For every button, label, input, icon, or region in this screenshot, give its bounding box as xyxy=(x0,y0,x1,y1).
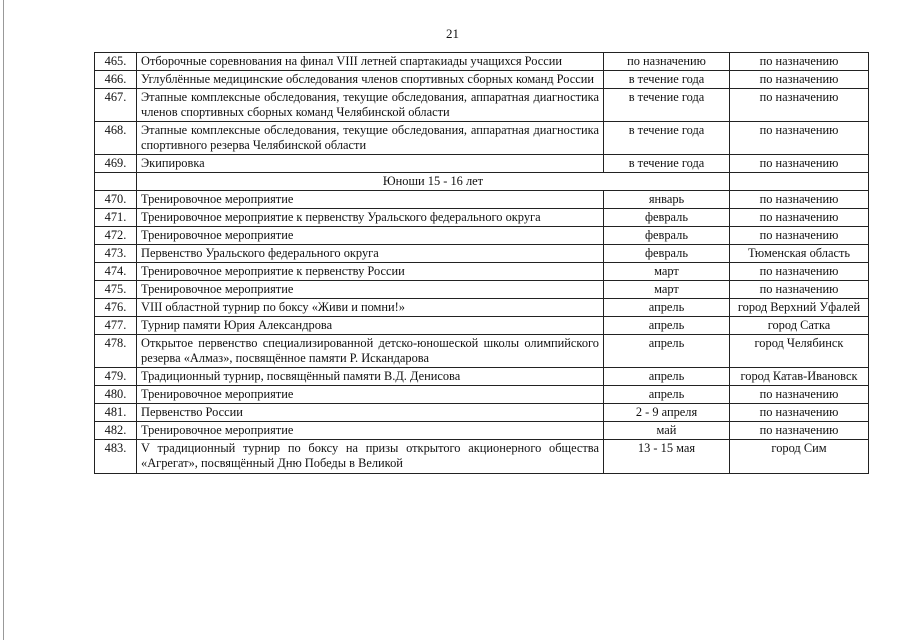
event-name: Первенство России xyxy=(137,404,604,422)
event-name: Тренировочное мероприятие к первенству Уральского федерального округа xyxy=(137,209,604,227)
event-name: Тренировочное мероприятие xyxy=(137,386,604,404)
event-place: по назначению xyxy=(730,404,869,422)
event-place: город Сатка xyxy=(730,317,869,335)
row-number: 465. xyxy=(95,53,137,71)
event-date: 2 - 9 апреля xyxy=(604,404,730,422)
event-date: в течение года xyxy=(604,155,730,173)
table-row xyxy=(95,368,869,386)
event-place: по назначению xyxy=(730,227,869,245)
row-number: 479. xyxy=(95,368,137,386)
event-place: Тюменская область xyxy=(730,245,869,263)
table-row xyxy=(95,281,869,299)
event-name: Тренировочное мероприятие xyxy=(137,191,604,209)
row-number: 480. xyxy=(95,386,137,404)
table-row xyxy=(95,155,869,173)
table-row xyxy=(95,191,869,209)
event-date: в течение года xyxy=(604,89,730,122)
event-place: по назначению xyxy=(730,281,869,299)
event-date: в течение года xyxy=(604,122,730,155)
row-number: 482. xyxy=(95,422,137,440)
row-number: 472. xyxy=(95,227,137,245)
row-number: 469. xyxy=(95,155,137,173)
row-number: 473. xyxy=(95,245,137,263)
event-place: по назначению xyxy=(730,386,869,404)
event-name: Тренировочное мероприятие xyxy=(137,281,604,299)
table-row xyxy=(95,335,869,368)
row-number: 475. xyxy=(95,281,137,299)
row-number: 471. xyxy=(95,209,137,227)
event-place: по назначению xyxy=(730,263,869,281)
table-row xyxy=(95,245,869,263)
row-number: 477. xyxy=(95,317,137,335)
table-row xyxy=(95,209,869,227)
row-number: 478. xyxy=(95,335,137,368)
page-edge-line xyxy=(3,0,4,640)
event-name: Турнир памяти Юрия Александрова xyxy=(137,317,604,335)
page-number: 21 xyxy=(446,26,459,41)
event-date: февраль xyxy=(604,209,730,227)
table-row xyxy=(95,404,869,422)
event-date: март xyxy=(604,281,730,299)
event-place: по назначению xyxy=(730,122,869,155)
table-row xyxy=(95,263,869,281)
event-name: VIII областной турнир по боксу «Живи и помни!» xyxy=(137,299,604,317)
event-name: Отборочные соревнования на финал VIII летней спартакиады учащихся России xyxy=(137,53,604,71)
event-place: по назначению xyxy=(730,53,869,71)
event-date: апрель xyxy=(604,368,730,386)
event-place: город Катав-Ивановск xyxy=(730,368,869,386)
row-number: 474. xyxy=(95,263,137,281)
events-table-body xyxy=(95,53,869,474)
table-row xyxy=(95,89,869,122)
row-number: 466. xyxy=(95,71,137,89)
event-date: апрель xyxy=(604,386,730,404)
table-row xyxy=(95,440,869,474)
table-row xyxy=(95,422,869,440)
event-name: Открытое первенство специализированной детско-юношеской школы олимпийского резерва «Алмаз», посвящённое памяти Р. Искандарова xyxy=(137,335,604,368)
event-place: по назначению xyxy=(730,155,869,173)
event-place: по назначению xyxy=(730,71,869,89)
row-number: 467. xyxy=(95,89,137,122)
event-date: по назначению xyxy=(604,53,730,71)
row-number: 481. xyxy=(95,404,137,422)
event-date: февраль xyxy=(604,227,730,245)
event-date: 13 - 15 мая xyxy=(604,440,730,474)
event-name: Первенство Уральского федерального округа xyxy=(137,245,604,263)
event-name: Традиционный турнир, посвящённый памяти В.Д. Денисова xyxy=(137,368,604,386)
table-row xyxy=(95,122,869,155)
event-name: Тренировочное мероприятие xyxy=(137,227,604,245)
event-place: по назначению xyxy=(730,191,869,209)
event-place: город Челябинск xyxy=(730,335,869,368)
row-number: 468. xyxy=(95,122,137,155)
event-date: февраль xyxy=(604,245,730,263)
event-name: Тренировочное мероприятие xyxy=(137,422,604,440)
event-date: январь xyxy=(604,191,730,209)
row-number: 476. xyxy=(95,299,137,317)
events-table xyxy=(94,52,869,474)
table-row xyxy=(95,71,869,89)
event-date: апрель xyxy=(604,335,730,368)
row-number xyxy=(95,173,137,191)
section-title: Юноши 15 - 16 лет xyxy=(137,173,730,191)
event-place xyxy=(730,173,869,191)
event-name: Экипировка xyxy=(137,155,604,173)
event-name: Этапные комплексные обследования, текущие обследования, аппаратная диагностика членов спортивных сборных команд Челябинской области xyxy=(137,89,604,122)
event-name: Этапные комплексные обследования, текущие обследования, аппаратная диагностика спортивного резерва Челябинской области xyxy=(137,122,604,155)
event-date: апрель xyxy=(604,317,730,335)
table-row xyxy=(95,386,869,404)
event-place: по назначению xyxy=(730,209,869,227)
event-name: V традиционный турнир по боксу на призы открытого акционерного общества «Агрегат», посвящённый Дню Победы в Великой xyxy=(137,440,604,474)
table-row xyxy=(95,299,869,317)
row-number: 470. xyxy=(95,191,137,209)
row-number: 483. xyxy=(95,440,137,474)
section-row xyxy=(95,173,869,191)
event-date: в течение года xyxy=(604,71,730,89)
table-row xyxy=(95,227,869,245)
event-date: апрель xyxy=(604,299,730,317)
event-date: март xyxy=(604,263,730,281)
event-place: город Верхний Уфалей xyxy=(730,299,869,317)
event-date: май xyxy=(604,422,730,440)
event-place: город Сим xyxy=(730,440,869,474)
event-place: по назначению xyxy=(730,89,869,122)
event-name: Тренировочное мероприятие к первенству России xyxy=(137,263,604,281)
event-name: Углублённые медицинские обследования членов спортивных сборных команд России xyxy=(137,71,604,89)
table-row xyxy=(95,53,869,71)
event-place: по назначению xyxy=(730,422,869,440)
table-row xyxy=(95,317,869,335)
